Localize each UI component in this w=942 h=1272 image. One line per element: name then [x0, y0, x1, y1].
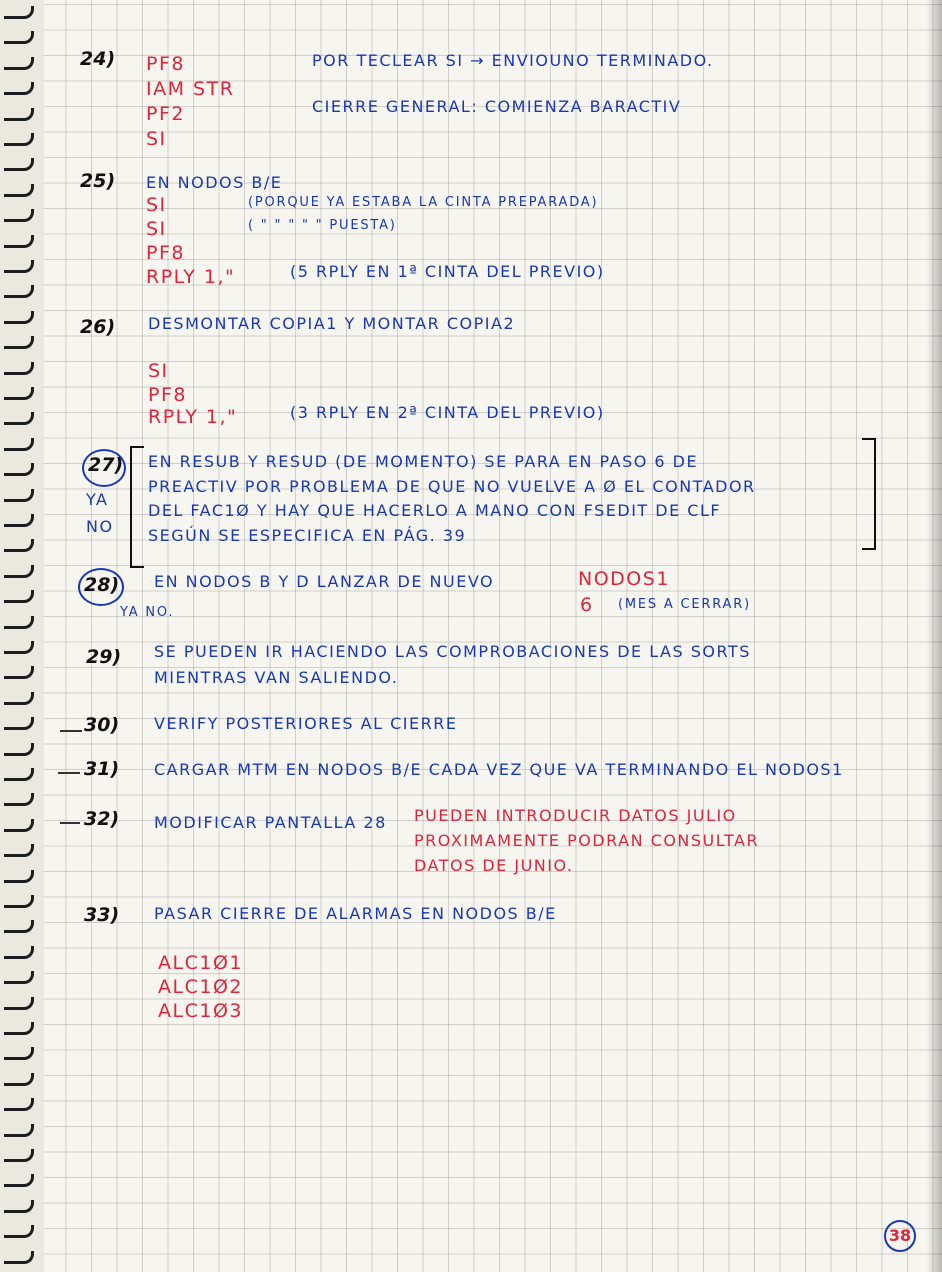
spiral-ring	[4, 412, 34, 425]
step-text: MIENTRAS VAN SALIENDO.	[154, 668, 399, 687]
note-text: POR TECLEAR SI → ENVIOUNO TERMINADO.	[312, 51, 714, 70]
spiral-ring	[4, 895, 34, 908]
step-text: PASAR CIERRE DE ALARMAS EN NODOS B/E	[154, 904, 557, 923]
step-text: MODIFICAR PANTALLA 28	[154, 813, 387, 832]
right-bracket	[862, 438, 876, 550]
spiral-ring	[4, 260, 34, 273]
check-dash	[60, 822, 80, 824]
command-line: 6	[580, 594, 594, 616]
spiral-ring	[4, 793, 34, 806]
spiral-binding	[0, 0, 44, 1272]
command-line: SI	[148, 360, 169, 382]
note-text: CIERRE GENERAL: COMIENZA BARACTIV	[312, 97, 682, 116]
page-number-badge: 38	[884, 1220, 916, 1252]
spiral-ring	[4, 336, 34, 349]
spiral-ring	[4, 997, 34, 1010]
note-text: PROXIMAMENTE PODRAN CONSULTAR	[414, 831, 760, 850]
spiral-ring	[4, 209, 34, 222]
check-dash	[58, 772, 80, 774]
item-number: 31)	[84, 758, 120, 780]
command-line: SI	[146, 194, 167, 216]
spiral-ring	[4, 1149, 34, 1162]
spiral-ring	[4, 1047, 34, 1060]
note-text: DATOS DE JUNIO.	[414, 856, 574, 875]
spiral-ring	[4, 387, 34, 400]
spiral-ring	[4, 641, 34, 654]
spiral-ring	[4, 184, 34, 197]
command-line: PF8	[148, 384, 187, 406]
command-line: SI	[146, 128, 167, 150]
spiral-ring	[4, 514, 34, 527]
spiral-ring	[4, 590, 34, 603]
note-text: ( " " " " " PUESTA)	[248, 218, 397, 233]
step-text: EN NODOS B/E	[146, 173, 283, 192]
item-number: 33)	[84, 904, 120, 926]
item-number: 26)	[80, 316, 116, 338]
page-edge-shadow	[926, 0, 942, 1272]
spiral-ring	[4, 1073, 34, 1086]
spiral-ring	[4, 133, 34, 146]
item-number: 27)	[88, 454, 124, 476]
step-text: DESMONTAR COPIA1 Y MONTAR COPIA2	[148, 314, 516, 333]
spiral-ring	[4, 539, 34, 552]
command-line: ALC1Ø2	[158, 976, 243, 998]
spiral-ring	[4, 666, 34, 679]
spiral-ring	[4, 1098, 34, 1111]
note-text: (5 RPLY EN 1ª CINTA DEL PREVIO)	[290, 262, 605, 281]
note-text: (MES A CERRAR)	[618, 597, 751, 612]
command-line: PF2	[146, 103, 185, 125]
note-text: (3 RPLY EN 2ª CINTA DEL PREVIO)	[290, 403, 605, 422]
spiral-ring	[4, 971, 34, 984]
spiral-ring	[4, 1251, 34, 1264]
item-number: 29)	[86, 646, 122, 668]
item-number: 24)	[80, 48, 116, 70]
command-line: RPLY 1,"	[148, 406, 238, 428]
spiral-ring	[4, 158, 34, 171]
spiral-ring	[4, 692, 34, 705]
spiral-ring	[4, 743, 34, 756]
side-note: YA NO.	[120, 605, 175, 620]
left-bracket	[130, 446, 144, 568]
step-text: PREACTIV POR PROBLEMA DE QUE NO VUELVE A Ø EL CONTADOR	[148, 477, 756, 496]
spiral-ring	[4, 1225, 34, 1238]
spiral-ring	[4, 82, 34, 95]
spiral-ring	[4, 463, 34, 476]
note-text: (PORQUE YA ESTABA LA CINTA PREPARADA)	[248, 195, 599, 210]
spiral-ring	[4, 6, 34, 19]
command-line: ALC1Ø3	[158, 1000, 243, 1022]
side-note: YA	[86, 490, 109, 509]
step-text: DEL FAC1Ø Y HAY QUE HACERLO A MANO CON FSEDIT DE CLF	[148, 501, 722, 520]
spiral-ring	[4, 1200, 34, 1213]
spiral-ring	[4, 616, 34, 629]
spiral-ring	[4, 57, 34, 70]
step-text: VERIFY POSTERIORES AL CIERRE	[154, 714, 458, 733]
item-number: 30)	[84, 714, 120, 736]
step-text: CARGAR MTM EN NODOS B/E CADA VEZ QUE VA TERMINANDO EL NODOS1	[154, 760, 844, 779]
step-text: SE PUEDEN IR HACIENDO LAS COMPROBACIONES DE LAS SORTS	[154, 642, 751, 661]
side-note: NO	[86, 517, 114, 536]
spiral-ring	[4, 362, 34, 375]
spiral-ring	[4, 870, 34, 883]
spiral-ring	[4, 285, 34, 298]
note-text: PUEDEN INTRODUCIR DATOS JULIO	[414, 806, 737, 825]
spiral-ring	[4, 920, 34, 933]
command-line: ALC1Ø1	[158, 952, 243, 974]
spiral-ring	[4, 768, 34, 781]
spiral-ring	[4, 819, 34, 832]
step-text: EN NODOS B Y D LANZAR DE NUEVO	[154, 572, 495, 591]
item-number: 32)	[84, 808, 120, 830]
step-text: SEGÚN SE ESPECIFICA EN PÁG. 39	[148, 526, 467, 545]
spiral-ring	[4, 438, 34, 451]
check-dash	[60, 730, 82, 732]
command-line: PF8	[146, 53, 185, 75]
command-line: PF8	[146, 242, 185, 264]
spiral-ring	[4, 311, 34, 324]
spiral-ring	[4, 108, 34, 121]
spiral-ring	[4, 844, 34, 857]
step-text: EN RESUB Y RESUD (DE MOMENTO) SE PARA EN PASO 6 DE	[148, 452, 699, 471]
spiral-ring	[4, 946, 34, 959]
command-line: NODOS1	[578, 568, 670, 590]
spiral-ring	[4, 717, 34, 730]
spiral-ring	[4, 1022, 34, 1035]
command-line: IAM STR	[146, 78, 235, 100]
command-line: SI	[146, 218, 167, 240]
spiral-ring	[4, 235, 34, 248]
item-number: 25)	[80, 170, 116, 192]
spiral-ring	[4, 1124, 34, 1137]
item-number: 28)	[84, 574, 120, 596]
spiral-ring	[4, 489, 34, 502]
spiral-ring	[4, 31, 34, 44]
spiral-ring	[4, 565, 34, 578]
command-line: RPLY 1,"	[146, 266, 236, 288]
spiral-ring	[4, 1174, 34, 1187]
